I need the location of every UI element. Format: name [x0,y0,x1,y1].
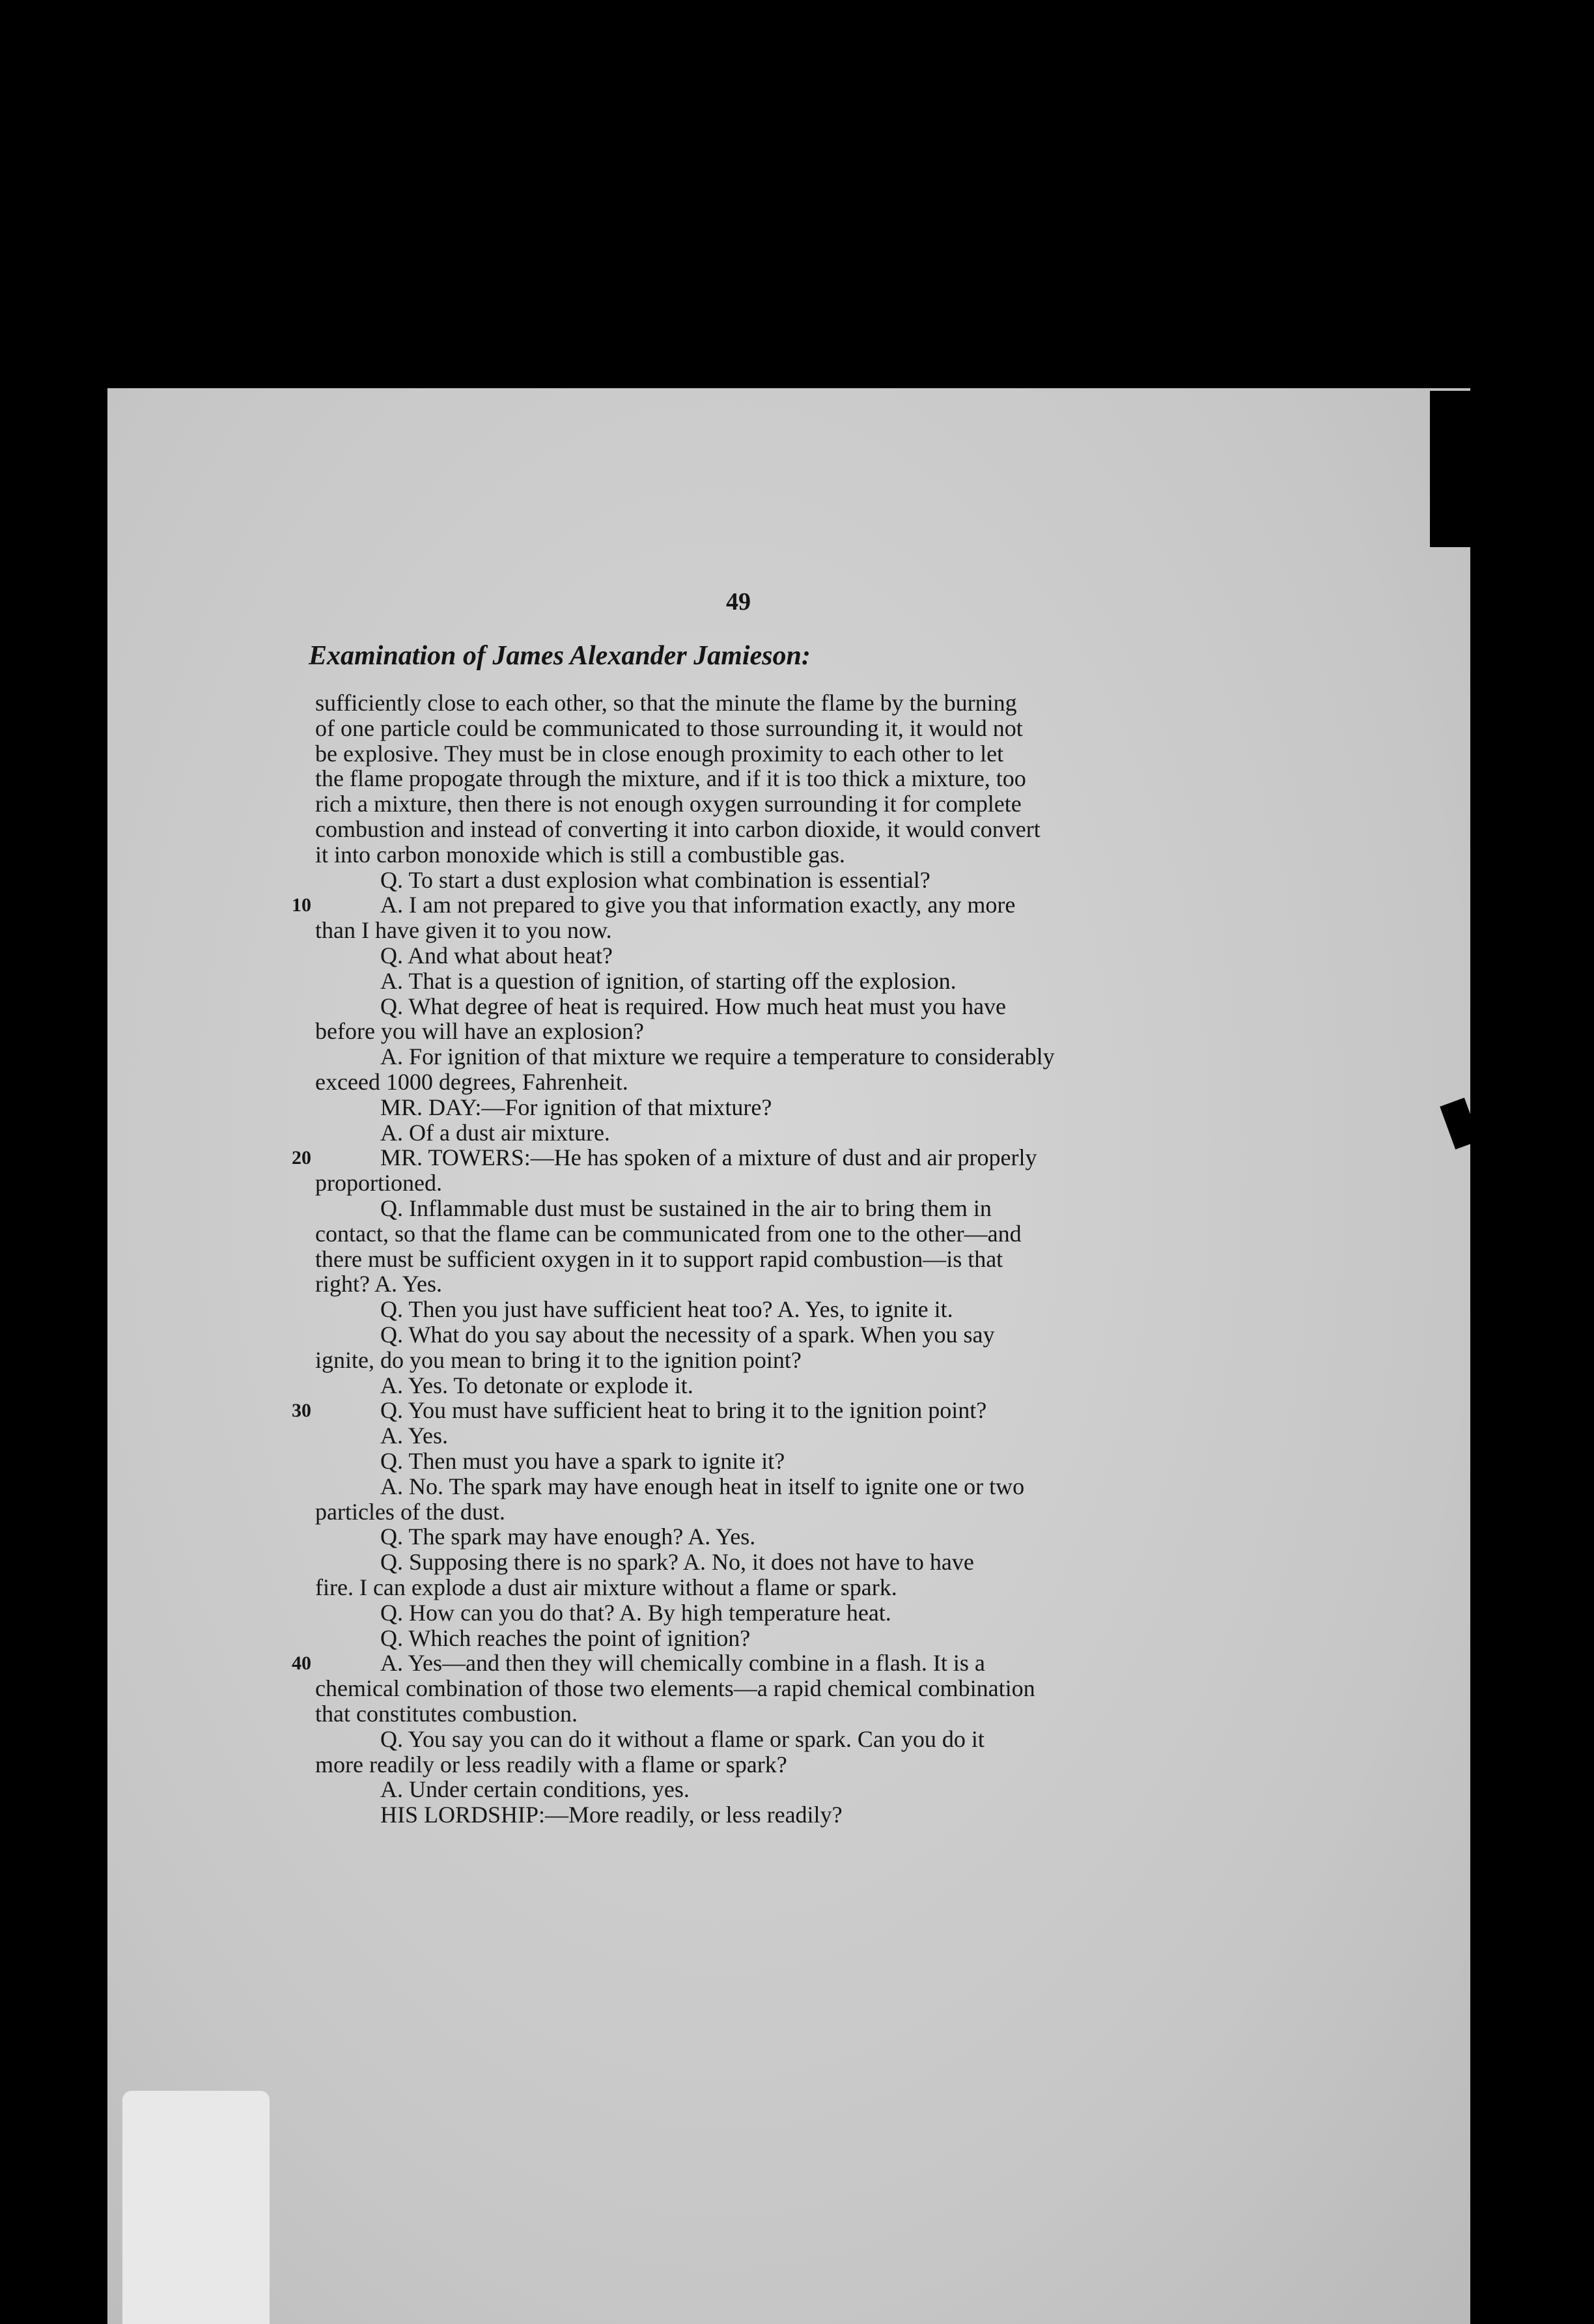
page-header: Examination of James Alexander Jamieson: [309,641,811,671]
text-line: that constitutes combustion. [315,1701,578,1727]
text-line: A. That is a question of ignition, of starting off the explosion. [380,968,957,994]
text-line: Q. You must have sufficient heat to bring it to the ignition point? [380,1397,987,1423]
margin-line-number: 10 [292,894,311,916]
text-line: Q. Then you just have sufficient heat too? A. Yes, to ignite it. [380,1296,953,1322]
text-line: A. Under certain conditions, yes. [380,1776,690,1802]
text-line: Q. The spark may have enough? A. Yes. [380,1523,756,1550]
text-line: right? A. Yes. [315,1271,443,1297]
text-line: particles of the dust. [315,1499,505,1525]
text-line: than I have given it to you now. [315,917,612,943]
text-line: before you will have an explosion? [315,1018,644,1044]
text-line: MR. TOWERS:—He has spoken of a mixture of dust and air properly [380,1144,1037,1170]
text-line: contact, so that the flame can be communicated from one to the other—and [315,1221,1022,1247]
text-line: chemical combination of those two elements—a rapid chemical combination [315,1675,1035,1701]
text-line: A. I am not prepared to give you that information exactly, any more [380,892,1016,918]
text-line: HIS LORDSHIP:—More readily, or less readily? [380,1802,843,1828]
text-line: Q. How can you do that? A. By high temperature heat. [380,1600,891,1626]
text-line: Q. And what about heat? [380,942,613,969]
text-line: Q. Supposing there is no spark? A. No, it does not have to have [380,1549,974,1575]
text-line: Q. Inflammable dust must be sustained in the air to bring them in [380,1195,992,1221]
text-line: A. Of a dust air mixture. [380,1120,610,1146]
page-tab [122,2091,270,2324]
text-line: A. No. The spark may have enough heat in itself to ignite one or two [380,1473,1025,1499]
text-line: Q. Which reaches the point of ignition? [380,1625,751,1651]
text-line: combustion and instead of converting it into carbon dioxide, it would convert [315,816,1041,842]
text-line: A. Yes. [380,1423,449,1449]
text-line: there must be sufficient oxygen in it to support rapid combustion—is that [315,1246,1003,1272]
text-line: Q. What do you say about the necessity of a spark. When you say [380,1322,995,1348]
text-line: proportioned. [315,1170,442,1196]
page-number: 49 [726,588,751,616]
text-line: A. Yes—and then they will chemically combine in a flash. It is a [380,1650,985,1676]
text-line: A. Yes. To detonate or explode it. [380,1372,693,1398]
page-tear-right [1430,391,1475,547]
text-line: of one particle could be communicated to those surrounding it, it would not [315,715,1023,741]
text-line: ignite, do you mean to bring it to the ignition point? [315,1347,802,1373]
margin-line-number: 40 [292,1652,311,1674]
margin-line-number: 30 [292,1400,311,1421]
text-line: A. For ignition of that mixture we require a temperature to considerably [380,1043,1055,1070]
text-line: Q. Then must you have a spark to ignite it? [380,1448,785,1474]
text-line: fire. I can explode a dust air mixture without a flame or spark. [315,1574,897,1600]
text-line: the flame propogate through the mixture, and if it is too thick a mixture, too [315,765,1026,791]
text-line: it into carbon monoxide which is still a combustible gas. [315,842,845,868]
text-line: exceed 1000 degrees, Fahrenheit. [315,1069,628,1095]
text-line: rich a mixture, then there is not enough oxygen surrounding it for complete [315,791,1022,817]
text-line: Q. What degree of heat is required. How much heat must you have [380,993,1007,1019]
text-line: MR. DAY:—For ignition of that mixture? [380,1094,772,1120]
text-line: Q. To start a dust explosion what combination is essential? [380,867,930,893]
text-line: more readily or less readily with a flame or spark? [315,1751,787,1778]
text-line: sufficiently close to each other, so that the minute the flame by the burning [315,690,1017,716]
text-line: Q. You say you can do it without a flame or spark. Can you do it [380,1726,985,1752]
text-line: be explosive. They must be in close enough proximity to each other to let [315,741,1004,767]
margin-line-number: 20 [292,1147,311,1169]
